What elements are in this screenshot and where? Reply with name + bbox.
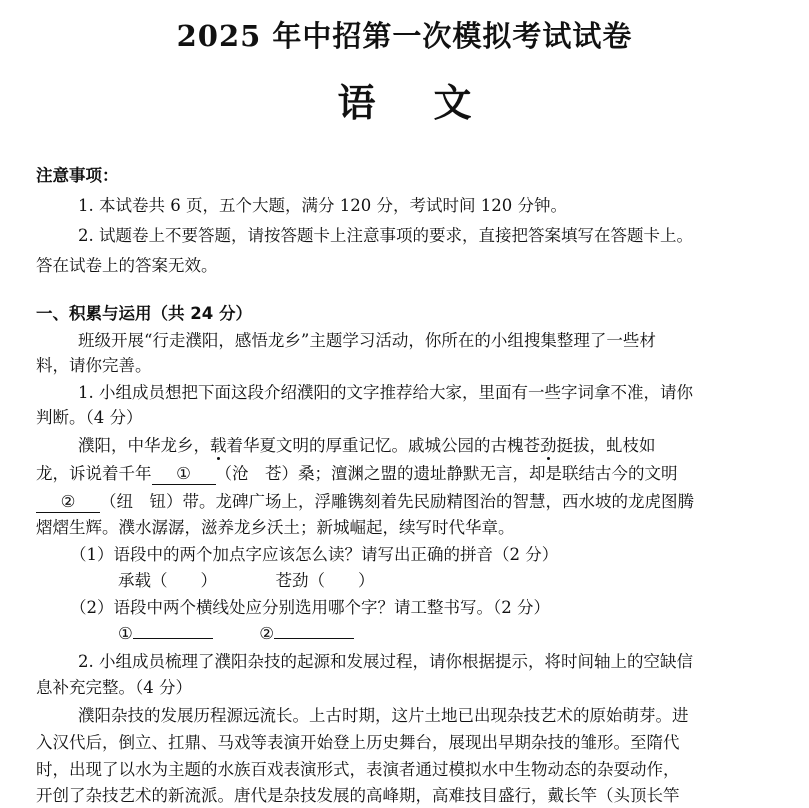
blank-2: ② <box>36 492 100 513</box>
answer-label-2: ② <box>259 624 275 643</box>
notice-item-1: 1. 本试卷共 6 页，五个大题，满分 120 分，考试时间 120 分钟。 <box>78 196 567 215</box>
passage-text: 着华夏文明的厚重记忆。戚城公园的古槐苍 <box>226 436 540 455</box>
question-2-line-2: 息补充完整。（4 分） <box>36 678 192 697</box>
passage-text: 濮阳，中华龙乡， <box>78 436 210 455</box>
notice-item-2-line-2: 答在试卷上的答案无效。 <box>36 256 218 275</box>
notice-item-2-line-1: 2. 试题卷上不要答题，请按答题卡上注意事项的要求，直接把答案填写在答题卡上。 <box>78 226 693 245</box>
passage-text: 挺拔，虬枝如 <box>556 436 656 455</box>
answer-blank-2 <box>274 622 354 639</box>
section-intro-line-2: 料，请你完善。 <box>36 356 152 375</box>
write-answer-row <box>118 622 809 646</box>
answer-label-1: ① <box>118 624 133 643</box>
pinyin-answer-2: 苍劲（ ） <box>275 571 375 590</box>
pinyin-answer-row <box>118 569 809 593</box>
exam-title: 2025 年中招第一次模拟考试试卷 <box>176 19 633 53</box>
passage-text: （纽 钮）带。龙碑广场上，浮雕镌刻着先民励精图治的智慧，西水坡的龙虎图腾 <box>100 492 694 511</box>
dotted-char-zai: 载 <box>210 436 227 455</box>
passage-line-3 <box>36 490 796 514</box>
passage-2-line-3: 时，出现了以水为主题的水族百戏表演形式，表演者通过模拟水中生物动态的杂耍动作， <box>36 760 680 779</box>
passage-line-4: 熠熠生辉。濮水潺潺，滋养龙乡沃土；新城崛起，续写时代华章。 <box>36 518 515 537</box>
question-1-line-1: 1. 小组成员想把下面这段介绍濮阳的文字推荐给大家，里面有一些字词拿不准，请你 <box>78 383 693 402</box>
notice-heading: 注意事项： <box>36 166 119 185</box>
passage-line-2 <box>36 462 796 486</box>
pinyin-answer-1: 承载（ ） <box>118 571 217 590</box>
passage-line-1 <box>78 434 809 458</box>
passage-2-line-4: 开创了杂技艺术的新流派。唐代是杂技发展的高峰期，高难技目盛行，戴长竿（头顶长竿 <box>36 786 680 805</box>
sub-question-2: （2）语段中两个横线处应分别选用哪个字？请工整书写。（2 分） <box>70 598 550 617</box>
passage-text: 龙，诉说着千年 <box>36 464 152 483</box>
blank-1: ① <box>152 464 216 485</box>
question-1-line-2: 判断。（4 分） <box>36 408 143 427</box>
passage-2-line-1: 濮阳杂技的发展历程源远流长。上古时期，这片土地已出现杂技艺术的原始萌芽。进 <box>78 706 689 725</box>
section-1-heading: 一、积累与运用（共 24 分） <box>36 304 252 323</box>
dotted-char-jin: 劲 <box>540 436 557 455</box>
section-intro-line-1: 班级开展“行走濮阳，感悟龙乡”主题学习活动，你所在的小组搜集整理了一些材 <box>78 331 656 350</box>
answer-blank-1 <box>133 622 213 639</box>
subject-title: 语文 <box>337 80 530 125</box>
passage-text: （沧 苍）桑；澶渊之盟的遗址静默无言，却是联结古今的文明 <box>215 464 678 483</box>
passage-2-line-2: 入汉代后，倒立、扛鼎、马戏等表演开始登上历史舞台，展现出早期杂技的雏形。至隋代 <box>36 733 680 752</box>
question-2-line-1: 2. 小组成员梳理了濮阳杂技的起源和发展过程，请你根据提示，将时间轴上的空缺信 <box>78 652 693 671</box>
sub-question-1: （1）语段中的两个加点字应该怎么读？请写出正确的拼音（2 分） <box>70 545 559 564</box>
